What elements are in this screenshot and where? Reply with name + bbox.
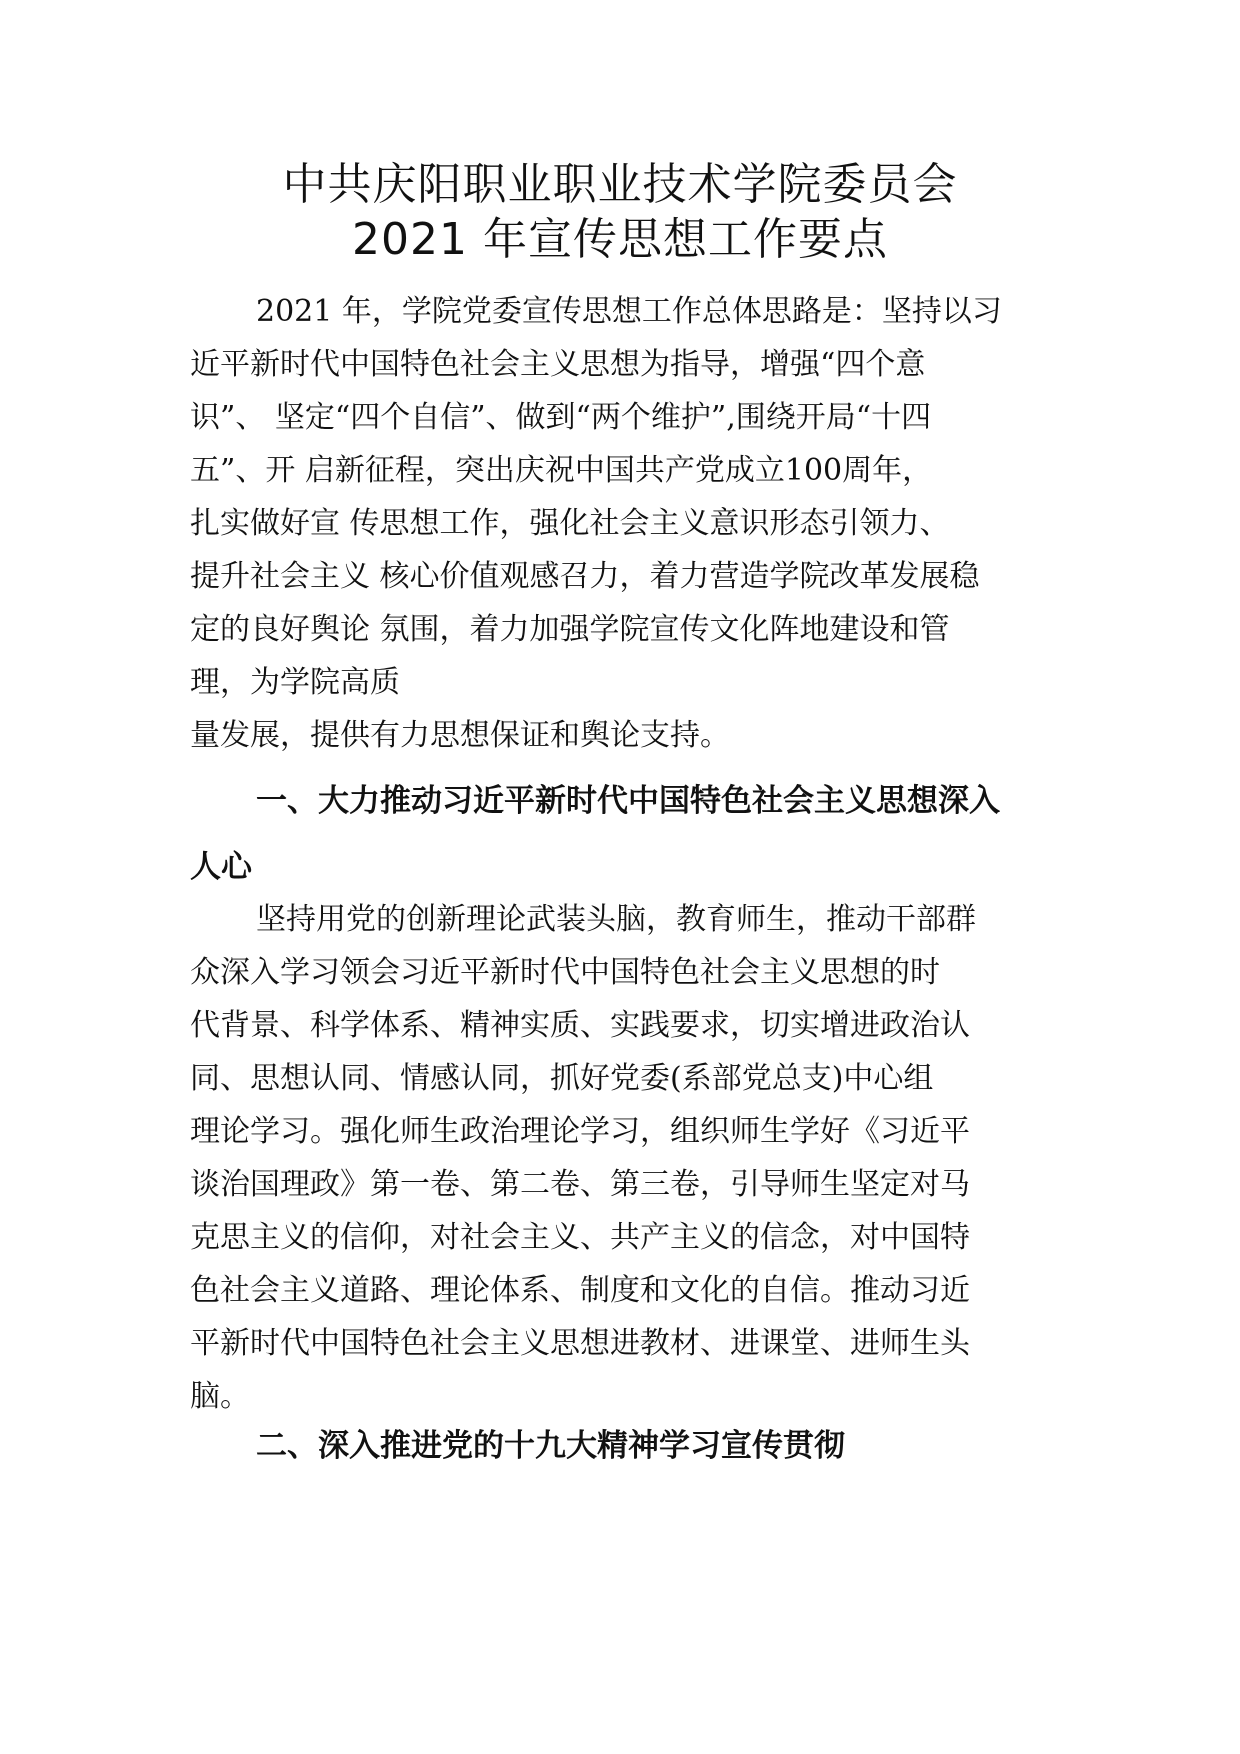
section-1-heading-line-2: 人心 <box>190 849 252 885</box>
intro-line: 扎实做好宣 传思想工作，强化社会主义意识形态引领力、 <box>190 506 950 541</box>
section-1-line: 众深入学习领会习近平新时代中国特色社会主义思想的时 <box>190 955 940 990</box>
section-1-line: 脑。 <box>190 1379 250 1414</box>
section-1-line: 理论学习。强化师生政治理论学习，组织师生学好《习近平 <box>190 1114 970 1149</box>
intro-line: 理，为学院高质 <box>190 665 400 700</box>
document-title-line-2: 2021 年宣传思想工作要点 <box>352 214 888 265</box>
intro-paragraph <box>190 285 1060 762</box>
section-1-line: 代背景、科学体系、精神实质、实践要求，切实增进政治认 <box>190 1008 970 1043</box>
intro-line: 提升社会主义 核心价值观感召力，着力营造学院改革发展稳 <box>190 559 980 594</box>
intro-line: 量发展，提供有力思想保证和舆论支持。 <box>190 718 730 753</box>
intro-line: 识”、 坚定“四个自信”、做到“两个维护”,围绕开局“十四 <box>190 400 932 435</box>
intro-line: 近平新时代中国特色社会主义思想为指导，增强“四个意 <box>190 347 926 382</box>
intro-line: 定的良好舆论 氛围，着力加强学院宣传文化阵地建设和管 <box>190 612 950 647</box>
intro-line: 2021 年，学院党委宣传思想工作总体思路是：坚持以习 <box>256 294 1002 329</box>
section-1-line: 同、思想认同、情感认同，抓好党委(系部党总支)中心组 <box>190 1061 934 1096</box>
intro-line: 五”、开 启新征程，突出庆祝中国共产党成立100周年， <box>190 453 933 488</box>
section-1-line: 平新时代中国特色社会主义思想进教材、进课堂、进师生头 <box>190 1326 970 1361</box>
section-1-line: 克思主义的信仰，对社会主义、共产主义的信念，对中国特 <box>190 1220 970 1255</box>
section-2-heading: 二、深入推进党的十九大精神学习宣传贯彻 <box>256 1428 845 1464</box>
section-1-line: 谈治国理政》第一卷、第二卷、第三卷，引导师生坚定对马 <box>190 1167 970 1202</box>
section-1-paragraph <box>190 893 1060 1423</box>
section-1-heading-line-1: 一、大力推动习近平新时代中国特色社会主义思想深入 <box>256 783 1000 819</box>
section-1-line: 色社会主义道路、理论体系、制度和文化的自信。推动习近 <box>190 1273 970 1308</box>
document-title-line-1: 中共庆阳职业职业技术学院委员会 <box>282 159 958 210</box>
section-1-line: 坚持用党的创新理论武装头脑，教育师生，推动干部群 <box>256 902 976 937</box>
